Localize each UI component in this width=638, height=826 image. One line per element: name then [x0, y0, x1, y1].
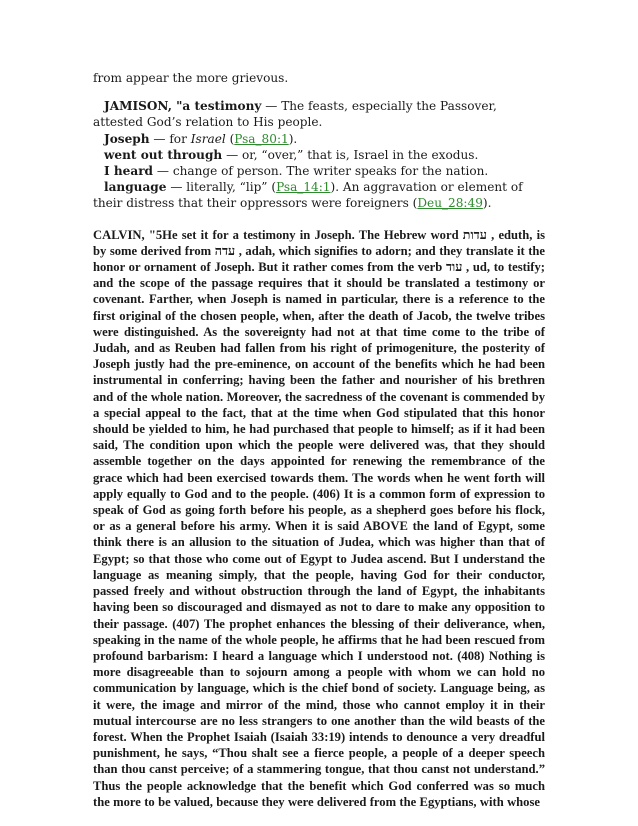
jamison-entry-went-out	[93, 147, 545, 163]
entry-term: I heard	[104, 164, 154, 179]
jamison-entry-i-heard	[93, 163, 545, 179]
entry-text: — literally, “lip” (	[166, 180, 277, 195]
entry-term: JAMISON, "a testimony	[104, 99, 262, 114]
entry-term: went out through	[104, 147, 223, 162]
calvin-paragraph: CALVIN, "5He set it for a testimony in Joseph. The Hebrew word עדות , eduth, is by some derived from עדה , adah, which signifies to adorn; and they translate it the honor or ornament of Joseph. But it rather comes from the verb עוד , ud, to testify; and the scope of the passage requires that it should be translated a testimony or covenant. Farther, when Joseph is named in particular, there is a reference to the first original of the chosen people, when, after the death of Jacob, the twelve tribes were distinguished. As the sovereignty had not at that time come to the tribe of Judah, and as Reuben had fallen from his right of primogeniture, the posterity of Joseph justly had the pre-eminence, on account of the benefits which he had been instrumental in conferring; having been the father and nourisher of his brethren and of the whole nation. Moreover, the sacredness of the covenant is commended by a special appeal to the fact, that at the time when God stipulated that this honor should be yielded to him, he had purchased that people to himself; as if it had been said, The condition upon which the people were delivered was, that they should assemble together on the days appointed for renewing the remembrance of the grace which had been exercised towards them. The words when he went forth will apply equally to God and to the people. (406) It is a common form of expression to speak of God as going forth before his people, as a shepherd goes before his flock, or as a general before his army. When it is said ABOVE the land of Egypt, some think there is an allusion to the situation of Judea, which was higher than that of Egypt; so that those who come out of Egypt to Judea ascend. But I understand the language as meaning simply, that the people, having God for their conductor, passed freely and without obstruction through the land of Egypt, the inhabitants having been so discouraged and dismayed as not to dare to make any opposition to their passage. (407) The prophet enhances the blessing of their deliverance, when, speaking in the name of the whole people, he affirms that he had been rescued from profound barbarism: I heard a language which I understood not. (408) Nothing is more disagreeable than to sojourn among a people with whom we can hold no communication by language, which is the chief bond of society. Language being, as it were, the image and mirror of the mind, those who cannot employ it in their mutual intercourse are no less strangers to one another than the wild beasts of the forest. When the Prophet Isaiah (Isaiah 33:19) intends to denounce a very dreadful punishment, he says, “Thou shalt see a fierce people, a people of a deeper speech than thou canst perceive; of a stammering tongue, that thou canst not understand.” Thus the people acknowledge that the benefit which God conferred was so much the more to be valued, because they were delivered from the Egyptians, with whose	[93, 227, 545, 809]
entry-text: ).	[482, 196, 492, 211]
continuation-line: from appear the more grievous.	[93, 71, 289, 85]
jamison-entry-joseph	[93, 131, 545, 147]
entry-text: ).	[288, 131, 298, 146]
entry-term: Joseph	[104, 131, 150, 146]
entry-text: (	[225, 131, 235, 146]
jamison-entry-language	[93, 179, 545, 211]
entry-text: — or, “over,” that is, Israel in the exodus.	[222, 147, 479, 162]
entry-text: — for	[149, 131, 191, 146]
entry-text: — The feasts, especially the Passover, attested God’s relation to His people.	[93, 99, 497, 130]
jamison-section	[93, 70, 545, 212]
entry-text: — change of person. The writer speaks for the nation.	[153, 164, 489, 179]
scripture-link[interactable]: Deu_28:49	[417, 196, 483, 211]
scripture-link[interactable]: Psa_14:1	[276, 180, 331, 195]
scripture-link[interactable]: Psa_80:1	[234, 131, 289, 146]
document-page	[93, 70, 545, 810]
entry-emphasis: Israel	[190, 131, 226, 146]
entry-term: language	[104, 180, 167, 195]
calvin-section	[93, 227, 545, 810]
jamison-entry-testimony	[93, 98, 545, 130]
entry-text: ). An aggravation or element of their distress that their oppressors were foreigners (	[93, 180, 523, 211]
